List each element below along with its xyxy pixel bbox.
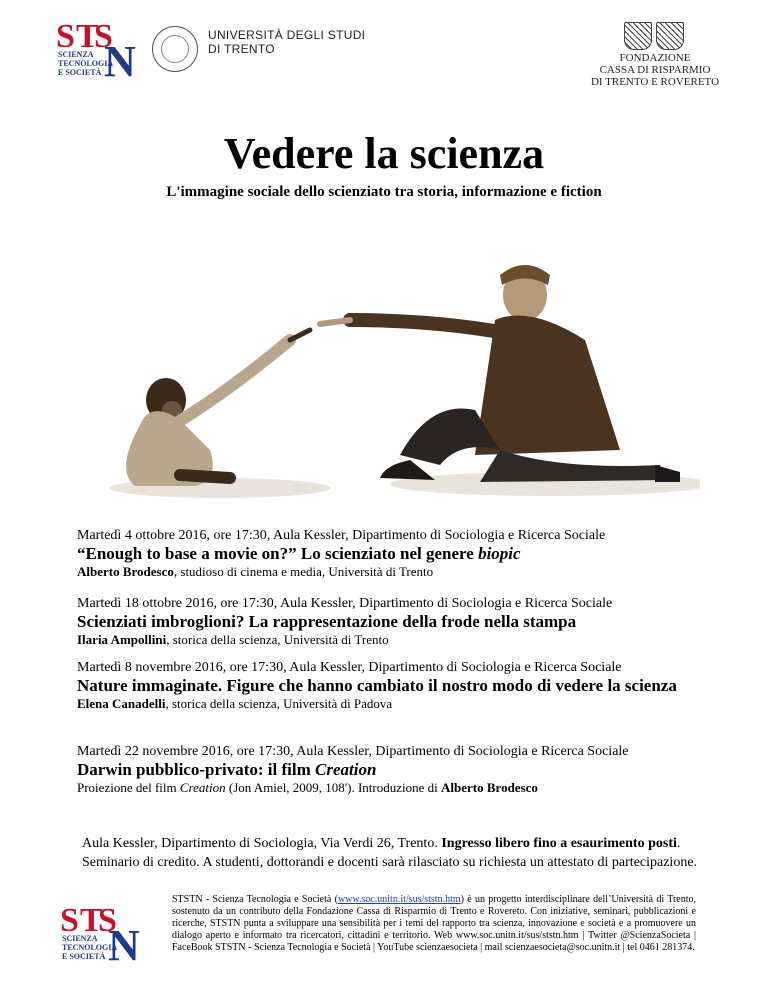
university-name: UNIVERSITÀ DEGLI STUDI DI TRENTO <box>208 28 366 56</box>
event-4 <box>77 744 697 796</box>
venue-info: Aula Kessler, Dipartimento di Sociologia, Via Verdi 26, Trento. Ingresso libero fino a esaurimento posti. Seminario di credito. A studenti, dottorandi e docenti sarà rilasciato su richiesta un attestato di partecipazione. <box>82 836 698 870</box>
event-title: Nature immaginate. Figure che hanno cambiato il nostro modo di vedere la scienza <box>77 676 677 695</box>
university-seal-icon <box>152 26 198 72</box>
event-speaker: Alberto Brodesco, studioso di cinema e media, Università di Trento <box>77 564 434 579</box>
event-title: Darwin pubblico-privato: il film Creation <box>77 760 377 779</box>
foundation-crest-icon <box>624 22 688 50</box>
event-3 <box>77 660 697 712</box>
footer-description: STSTN - Scienza Tecnologia e Società (www.soc.unitn.it/sus/ststn.htm) è un progetto interdisciplinare dell’Università di Trento, sostenuto da un contributo della Fondazione Cassa di Risparmio di Trento e Rovereto. Con iniziative, seminari, pubblicazioni e ricerche, STSTN punta a sviluppare una sensibilità per i temi del rapporto tra scienza, innovazione e società e a promuovere un dialogo aperto e informato tra ricercatori, cittadini e territorio. Web www.soc.unitn.it/sus/ststn.htm | Twitter @ScienzaSocieta | FaceBook STSTN - Scienza Tecnologia e Società | YouTube scienzaesocieta | mail scienzaesocieta@soc.unitn.it | tel 0461 281374. <box>172 894 697 953</box>
event-speaker: Ilaria Ampollini, storica della scienza, Università di Trento <box>77 632 389 647</box>
event-title: “Enough to base a movie on?” Lo scienziato nel genere biopic <box>77 544 521 563</box>
event-speaker: Elena Canadelli, storica della scienza, Università di Padova <box>77 696 393 711</box>
event-date: Martedì 18 ottobre 2016, ore 17:30, Aula Kessler, Dipartimento di Sociologia e Ricerca Sociale <box>77 596 613 611</box>
sts-logo-footer: S T S N SCIENZA TECNOLOGIA E SOCIETÀ <box>60 902 140 970</box>
event-title: Scienziati imbroglioni? La rappresentazione della frode nella stampa <box>77 612 577 631</box>
event-2 <box>77 596 697 648</box>
event-date: Martedì 4 ottobre 2016, ore 17:30, Aula Kessler, Dipartimento di Sociologia e Ricerca Sociale <box>77 528 606 543</box>
event-1 <box>77 528 697 580</box>
page-title: Vedere la scienza <box>223 129 545 178</box>
hero-photo <box>80 250 700 510</box>
event-date: Martedì 8 novembre 2016, ore 17:30, Aula Kessler, Dipartimento di Sociologia e Ricerca Sociale <box>77 660 622 675</box>
page-subtitle: L'immagine sociale dello scienziato tra storia, informazione e fiction <box>166 184 602 200</box>
ststn-link[interactable]: www.soc.unitn.it/sus/ststn.htm <box>337 894 461 905</box>
event-description: Proiezione del film Creation (Jon Amiel, 2009, 108'). Introduzione di Alberto Brodesco <box>77 780 538 795</box>
event-date: Martedì 22 novembre 2016, ore 17:30, Aula Kessler, Dipartimento di Sociologia e Ricerca Sociale <box>77 744 629 759</box>
foundation-name: FONDAZIONE CASSA DI RISPARMIO DI TRENTO E ROVERETO <box>590 52 720 88</box>
sts-logo: S T S N SCIENZA TECNOLOGIA E SOCIETÀ <box>56 18 136 86</box>
